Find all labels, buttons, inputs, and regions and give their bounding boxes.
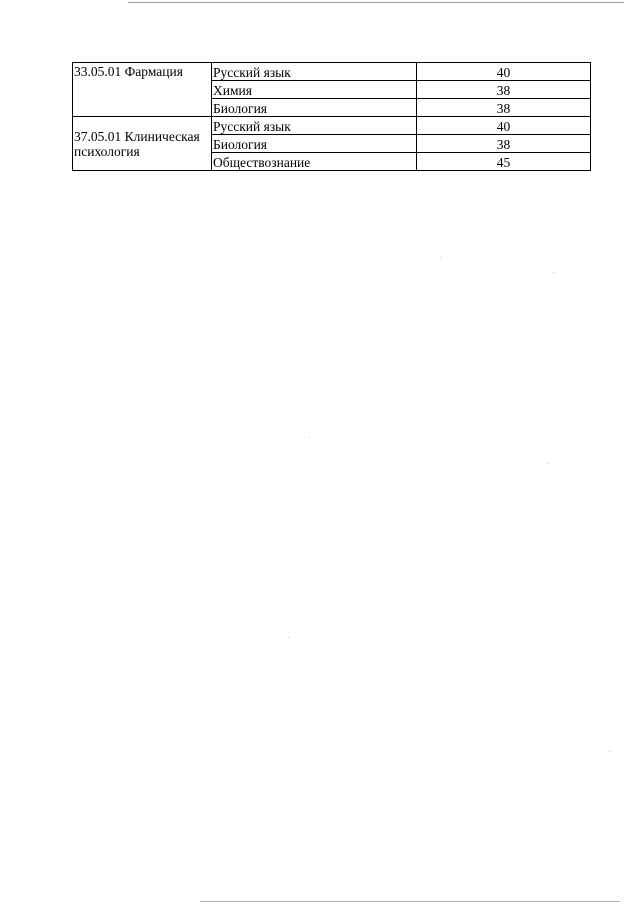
scan-speck: [309, 437, 310, 438]
scan-speck: [548, 463, 549, 464]
program-cell-clinical-psychology: 37.05.01 Клиническая психология: [73, 117, 212, 171]
table-row: [73, 117, 591, 135]
subject-cell: Химия: [212, 81, 417, 99]
min-score-cell: 38: [417, 99, 591, 117]
page-top-edge: [128, 2, 624, 3]
subject-cell: Биология: [212, 99, 417, 117]
min-score-cell: 40: [417, 117, 591, 135]
scan-speck: [440, 257, 441, 258]
min-score-cell: 45: [417, 153, 591, 171]
subject-cell: Биология: [212, 135, 417, 153]
scan-speck: [609, 751, 610, 752]
min-score-cell: 38: [417, 81, 591, 99]
scan-speck: [288, 637, 289, 638]
min-score-cell: 40: [417, 63, 591, 81]
min-score-cell: 38: [417, 135, 591, 153]
entrance-exam-scores-table: [72, 62, 591, 171]
table-row: [73, 63, 591, 81]
scan-speck: [553, 272, 554, 273]
program-cell-pharmacy: 33.05.01 Фармация: [73, 63, 212, 117]
subject-cell: Русский язык: [212, 63, 417, 81]
page-bottom-edge: [200, 901, 620, 902]
subject-cell: Русский язык: [212, 117, 417, 135]
subject-cell: Обществознание: [212, 153, 417, 171]
